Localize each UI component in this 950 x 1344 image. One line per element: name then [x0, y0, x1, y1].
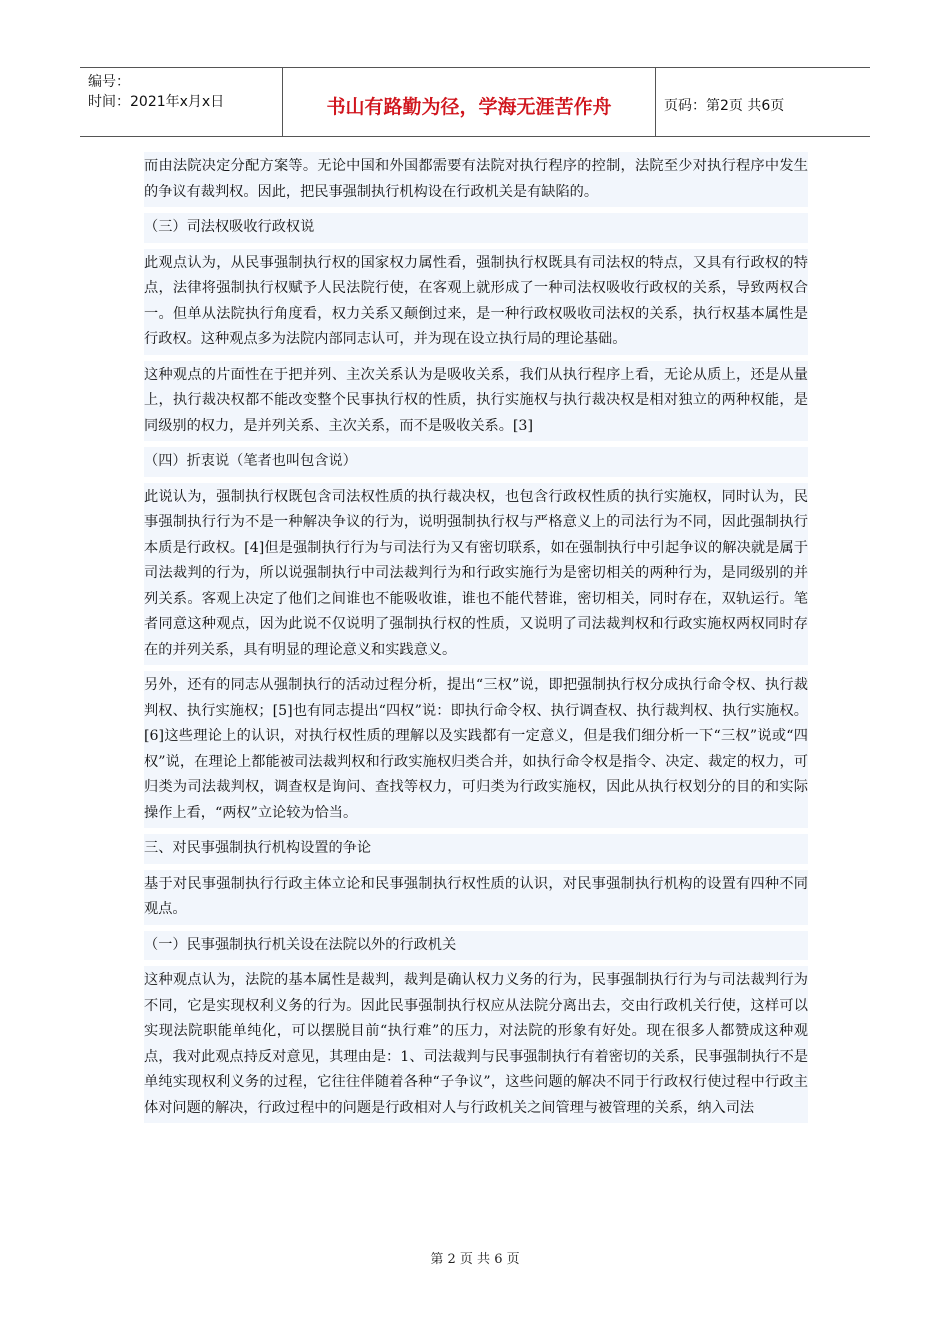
- chapter-heading-3: 三、对民事强制执行机构设置的争论: [144, 834, 808, 864]
- page-header: [80, 67, 870, 137]
- paragraph-4: 此说认为，强制执行权既包含司法权性质的执行裁决权，也包含行政权性质的执行实施权，同时认为，民事强制执行行为不是一种解决争议的行为，说明强制执行权与严格意义上的司法行为不同，因此强制执行本质是行政权。[4]但是强制执行行为与司法行为又有密切联系，如在强制执行中引起争议的解决就是属于司法裁判的行为，所以说强制执行中司法裁判行为和行政实施行为是密切相关的两种行为，是同级别的并列关系。客观上决定了他们之间谁也不能吸收谁，谁也不能代替谁，密切相关，同时存在，双轨运行。笔者同意这种观点，因为此说不仅说明了强制执行权的性质，又说明了司法裁判权和行政实施权两权同时存在的并列关系，具有明显的理论意义和实践意义。: [144, 483, 808, 666]
- document-time-label: 时间：2021年x月x日: [88, 94, 225, 110]
- paragraph-1: 而由法院决定分配方案等。无论中国和外国都需要有法院对执行程序的控制，法院至少对执行程序中发生的争议有裁判权。因此，把民事强制执行机构设在行政机关是有缺陷的。: [144, 152, 808, 207]
- header-page-code: 页码：第2页 共6页: [664, 98, 785, 114]
- paragraph-6: 基于对民事强制执行行政主体立论和民事强制执行权性质的认识，对民事强制执行机构的设置有四种不同观点。: [144, 870, 808, 925]
- paragraph-3: 这种观点的片面性在于把并列、主次关系认为是吸收关系，我们从执行程序上看，无论从质上，还是从量上，执行裁决权都不能改变整个民事执行权的性质，执行实施权与执行裁决权是相对独立的两种权能，是同级别的权力，是并列关系、主次关系，而不是吸收关系。[3]: [144, 361, 808, 442]
- section-heading-3: （三）司法权吸收行政权说: [144, 213, 808, 243]
- document-body: [144, 152, 808, 1129]
- paragraph-7: 这种观点认为，法院的基本属性是裁判，裁判是确认权力义务的行为，民事强制执行行为与司法裁判行为不同，它是实现权利义务的行为。因此民事强制执行权应从法院分离出去，交由行政机关行使，这样可以实现法院职能单纯化，可以摆脱目前“执行难”的压力，对法院的形象有好处。现在很多人都赞成这种观点，我对此观点持反对意见，其理由是：1、司法裁判与民事强制执行有着密切的关系，民事强制执行不是单纯实现权利义务的过程，它往往伴随着各种“子争议”，这些问题的解决不同于行政权行使过程中行政主体对问题的解决，行政过程中的问题是行政相对人与行政机关之间管理与被管理的关系，纳入司法: [144, 966, 808, 1123]
- paragraph-2: 此观点认为，从民事强制执行权的国家权力属性看，强制执行权既具有司法权的特点，又具有行政权的特点，法律将强制执行权赋予人民法院行使，在客观上就形成了一种司法权吸收行政权的关系，导致两权合一。但单从法院执行角度看，权力关系又颠倒过来，是一种行政权吸收司法权的关系，执行权基本属性是行政权。这种观点多为法院内部同志认可，并为现在设立执行局的理论基础。: [144, 249, 808, 355]
- header-motto: 书山有路勤为径，学海无涯苦作舟: [283, 68, 656, 136]
- section-heading-4: （四）折衷说（笔者也叫包含说）: [144, 447, 808, 477]
- header-meta: [80, 68, 283, 136]
- paragraph-5: 另外，还有的同志从强制执行的活动过程分析，提出“三权”说，即把强制执行权分成执行命令权、执行裁判权、执行实施权；[5]也有同志提出“四权”说：即执行命令权、执行调查权、执行裁判权、执行实施权。[6]这些理论上的认识，对执行权性质的理解以及实践都有一定意义，但是我们细分析一下“三权”说或“四权”说，在理论上都能被司法裁判权和行政实施权归类合并，如执行命令权是指令、决定、裁定的权力，可归类为司法裁判权，调查权是询问、查找等权力，可归类为行政实施权，因此从执行权划分的目的和实际操作上看，“两权”立论较为恰当。: [144, 671, 808, 828]
- document-number-label: 编号：: [88, 74, 130, 90]
- page-footer: 第 2 页 共 6 页: [430, 1252, 520, 1267]
- section-heading-1: （一）民事强制执行机关设在法院以外的行政机关: [144, 931, 808, 961]
